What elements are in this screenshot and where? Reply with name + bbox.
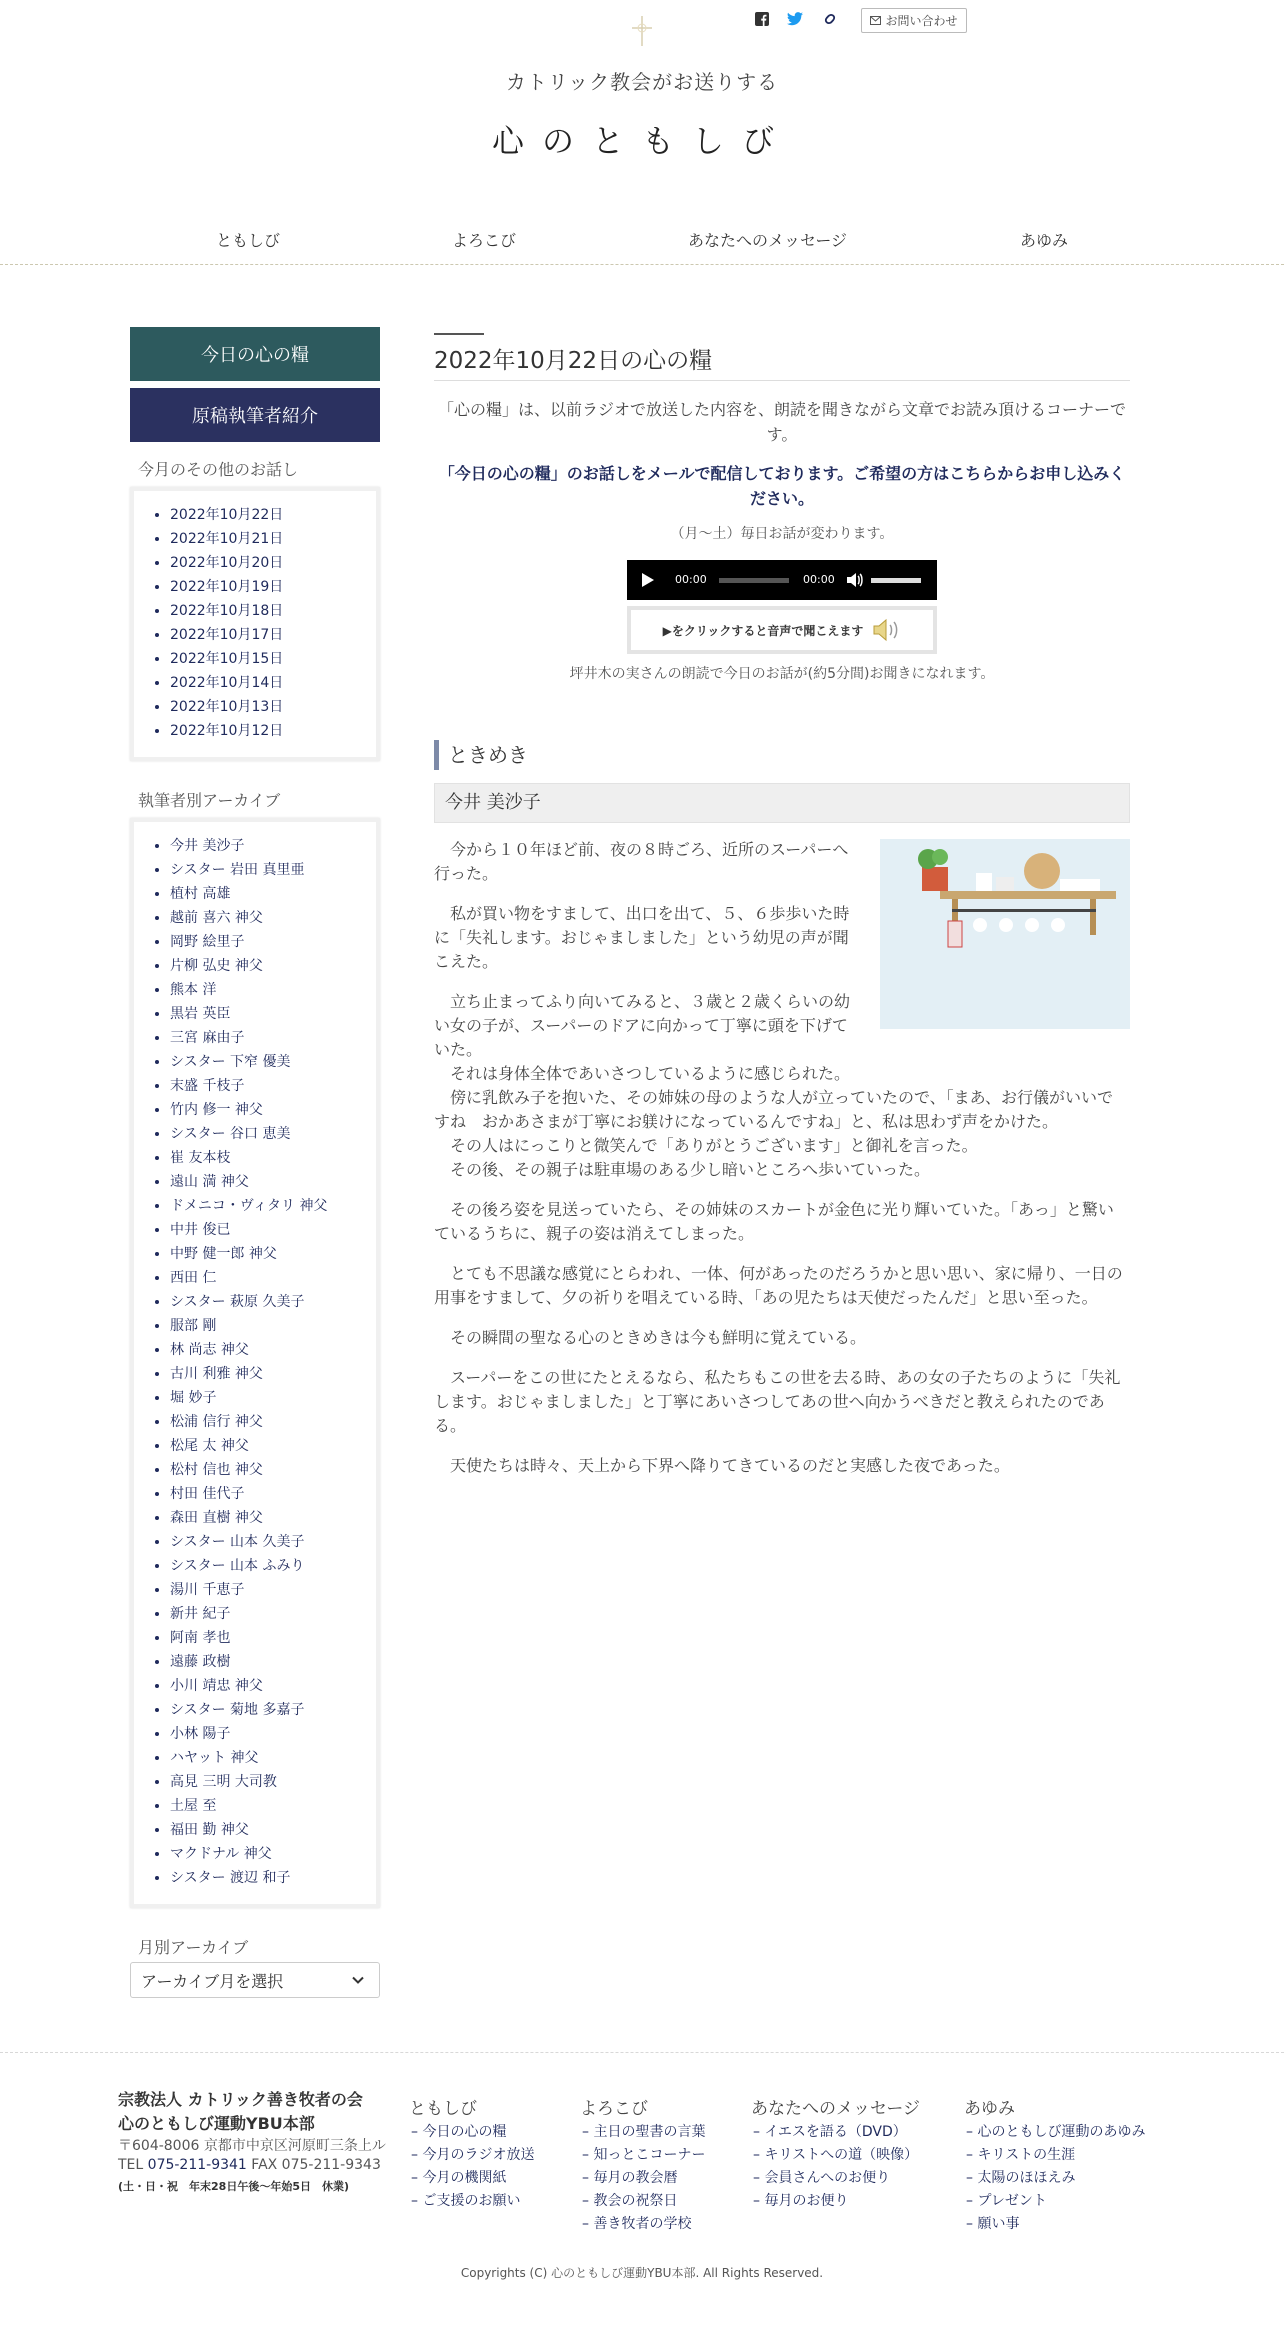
footer-link[interactable]: – 毎月のお便り	[753, 2193, 849, 2209]
author-archive-item[interactable]: • 高見 三明 大司教	[170, 1770, 376, 1794]
title-divider	[434, 380, 1130, 381]
author-archive-item[interactable]: • 松尾 太 神父	[170, 1434, 376, 1458]
story-line: 用事をすまして、夕の祈りを唱えている時、「あの児たちは天使だったんだ」と思い至った。	[434, 1288, 1098, 1307]
other-talks-list	[134, 491, 376, 751]
story-paragraph	[434, 1454, 1010, 1478]
nav-item-ayumi[interactable]: あゆみ	[1020, 231, 1069, 250]
story-line: い女の子が、スーパーのドアに向かって丁寧に頭を下げて	[434, 1016, 848, 1035]
author-archive-item[interactable]: • 松村 信也 神父	[170, 1458, 376, 1482]
author-archive-item[interactable]: • シスター 谷口 恵美	[170, 1122, 376, 1146]
author-archive-item[interactable]: • 福田 勤 神父	[170, 1818, 376, 1842]
story-line: とても不思議な感覚にとらわれ、一体、何があったのだろうかと思い思い、家に帰り、一日の	[434, 1264, 1123, 1283]
author-archive-item[interactable]: • ハヤット 神父	[170, 1746, 376, 1770]
author-archive-box	[130, 818, 380, 1908]
footer-link[interactable]: – 善き牧者の学校	[582, 2216, 692, 2232]
nav-item-message[interactable]: あなたへのメッセージ	[688, 231, 848, 250]
story-line: る。	[434, 1416, 467, 1435]
story-line: に「失礼します。おじゃましました」という幼児の声が聞	[434, 928, 849, 947]
author-archive-list	[134, 822, 376, 1898]
footer-column-title: ともしび	[409, 2099, 477, 2119]
contact-button[interactable]	[861, 8, 967, 33]
story-line: 行った。	[434, 864, 499, 883]
author-archive-item[interactable]: • ドメニコ・ヴィタリ 神父	[170, 1194, 376, 1218]
other-talk-item[interactable]: • 2022年10月22日	[170, 503, 376, 527]
listen-audio-label: ▶をクリックすると音声で聞こえます	[662, 623, 864, 638]
monthly-archive-select[interactable]	[130, 1962, 380, 1998]
nav-item-tomoshibi[interactable]: ともしび	[216, 231, 281, 250]
site-title[interactable]: 心のともしび	[491, 122, 792, 160]
story-paragraph	[434, 1326, 866, 1350]
story-paragraph	[434, 1366, 1120, 1438]
mail-notice	[434, 461, 1130, 511]
author-archive-item[interactable]: • 村田 佳代子	[170, 1482, 376, 1506]
facebook-icon[interactable]	[752, 8, 772, 30]
reader-note: 坪井木の実さんの朗読で今日のお話が(約5分間)お聞きになれます。	[569, 666, 995, 682]
author-archive-item[interactable]: • シスター 岩田 真里亜	[170, 858, 376, 882]
story-line: スーパーをこの世にたとえるなら、私たちもこの世を去る時、あの女の子たちのように「失礼	[434, 1368, 1121, 1387]
footer-org	[118, 2088, 363, 2136]
story-line: それは身体全体であいさつしているように感じられた。	[434, 1064, 851, 1083]
link-icon[interactable]	[818, 8, 842, 30]
author-archive-item[interactable]: • 小川 靖忠 神父	[170, 1674, 376, 1698]
author-archive-item[interactable]: • 末盛 千枝子	[170, 1074, 376, 1098]
mail-notice-text-a: 「今日の心の糧」のお話しをメールで配信しております。ご希望の方は	[438, 464, 950, 483]
footer-link[interactable]: – 毎月の教会暦	[582, 2170, 678, 2186]
footer-tel-label: TEL	[118, 2157, 144, 2173]
story-line: ているうちに、親子の姿は消えてしまった。	[434, 1224, 755, 1243]
site-subtitle: カトリック教会がお送りする	[505, 70, 779, 94]
footer-link[interactable]: – 知っとこコーナー	[582, 2147, 706, 2163]
story-line: 今から１０年ほど前、夜の８時ごろ、近所のスーパーへ	[434, 840, 849, 859]
author-archive-item[interactable]: • マクドナル 神父	[170, 1842, 376, 1866]
volume-icon[interactable]	[845, 571, 863, 589]
author-archive-item[interactable]: • 阿南 孝也	[170, 1626, 376, 1650]
footer-link[interactable]: – 心のともしび運動のあゆみ	[966, 2124, 1146, 2140]
story-paragraph	[434, 990, 1113, 1182]
author-archive-item[interactable]: • 松浦 信行 神父	[170, 1410, 376, 1434]
footer-org-line2: 心のともしび運動YBU本部	[118, 2114, 315, 2133]
header-divider	[0, 264, 1284, 265]
footer-holiday-note: (土・日・祝 年末28日午後〜年始5日 休業)	[118, 2180, 350, 2193]
story-line: 天使たちは時々、天上から下界へ降りてきているのだと実感した夜であった。	[434, 1456, 1010, 1475]
author-archive-item[interactable]: • シスター 下窄 優美	[170, 1050, 376, 1074]
author-archive-item[interactable]: • 堀 妙子	[170, 1386, 376, 1410]
story-line: 立ち止まってふり向いてみると、３歳と２歳くらいの幼	[434, 992, 851, 1011]
footer-link[interactable]: – 今月のラジオ放送	[411, 2147, 535, 2163]
footer-column-title: よろこび	[580, 2099, 648, 2119]
story-line: こえた。	[434, 952, 499, 971]
mail-notice-text-b: からお申し込みください。	[749, 464, 1126, 508]
monthly-archive-select-value: アーカイブ月を選択	[141, 1971, 284, 1991]
footer-link[interactable]: – 会員さんへのお便り	[753, 2170, 891, 2186]
footer-link[interactable]: – 教会の祝祭日	[582, 2193, 678, 2209]
monthly-archive-heading: 月別アーカイブ	[138, 1938, 249, 1957]
play-icon[interactable]	[641, 572, 655, 588]
audio-total-time: 00:00	[803, 573, 835, 586]
chevron-down-icon	[351, 1973, 365, 1987]
author-archive-item[interactable]: • シスター 山本 ふみり	[170, 1554, 376, 1578]
story-paragraph	[434, 838, 848, 886]
page-title: 2022年10月22日の心の糧	[434, 348, 713, 374]
story-paragraph	[434, 1198, 1114, 1246]
audio-current-time: 00:00	[675, 573, 707, 586]
other-talks-box	[130, 487, 380, 761]
author-archive-item[interactable]: • シスター 渡辺 和子	[170, 1866, 376, 1890]
author-archive-item[interactable]: • 黒岩 英臣	[170, 1002, 376, 1026]
speaker-icon	[871, 618, 901, 642]
author-archive-item[interactable]: • 林 尚志 神父	[170, 1338, 376, 1362]
audio-progress-bar[interactable]	[719, 578, 789, 583]
author-archive-item[interactable]: • 熊本 洋	[170, 978, 376, 1002]
author-archive-item[interactable]: • 竹内 修一 神父	[170, 1098, 376, 1122]
twitter-icon[interactable]	[784, 8, 806, 30]
listen-audio-button[interactable]	[627, 606, 937, 654]
footer-tel-link[interactable]: 075-211-9341	[147, 2157, 247, 2173]
mail-icon	[870, 16, 881, 25]
other-talk-item[interactable]: • 2022年10月14日	[170, 671, 376, 695]
footer-link[interactable]: – 主日の聖書の言葉	[582, 2124, 706, 2140]
cross-logo-icon[interactable]	[628, 14, 656, 48]
story-paragraph	[434, 1262, 1123, 1310]
author-archive-item[interactable]: • 中野 健一郎 神父	[170, 1242, 376, 1266]
author-archive-heading: 執筆者別アーカイブ	[138, 791, 281, 810]
today-kokoro-button[interactable]: 今日の心の糧	[130, 327, 380, 381]
story-line: すね おかあさまが丁寧にお躾けになっているんですね」と、私は思わず声をかけた。	[434, 1112, 1059, 1131]
footer-link[interactable]: – 今日の心の糧	[411, 2124, 507, 2140]
author-archive-item[interactable]: • シスター 山本 久美子	[170, 1530, 376, 1554]
mail-signup-link[interactable]: こちら	[949, 464, 998, 483]
title-accent-rule	[434, 333, 484, 335]
footer-link[interactable]: – 今月の機関紙	[411, 2170, 507, 2186]
audio-player	[627, 560, 937, 600]
author-archive-item[interactable]: • 越前 喜六 神父	[170, 906, 376, 930]
site-header	[0, 0, 1284, 265]
story-line: その人はにっこりと微笑んで「ありがとうございます」と御礼を言った。	[434, 1136, 978, 1155]
story-line: いた。	[434, 1040, 483, 1059]
author-archive-item[interactable]: • 古川 利雅 神父	[170, 1362, 376, 1386]
story-line: その後、その親子は駐車場のある少し暗いところへ歩いていった。	[434, 1160, 931, 1179]
author-archive-item[interactable]: • 中井 俊已	[170, 1218, 376, 1242]
schedule-note: （月～土）毎日お話が変わります。	[670, 526, 894, 542]
author-archive-item[interactable]: • 土屋 至	[170, 1794, 376, 1818]
story-paragraph	[434, 902, 849, 974]
contact-label: お問い合わせ	[885, 14, 958, 28]
other-talk-item[interactable]: • 2022年10月12日	[170, 719, 376, 743]
writers-intro-button[interactable]: 原稿執筆者紹介	[130, 388, 380, 442]
footer-column-title: あなたへのメッセージ	[751, 2099, 920, 2119]
story-line: その瞬間の聖なる心のときめきは今も鮮明に覚えている。	[434, 1328, 867, 1347]
story-line: します。おじゃましました」と丁寧にあいさつしてあの世へ向かうべきだと教えられたのであ	[434, 1392, 1105, 1411]
author-archive-item[interactable]: • 植村 高雄	[170, 882, 376, 906]
footer-link[interactable]: – 太陽のほほえみ	[966, 2170, 1076, 2186]
author-archive-item[interactable]: • 岡野 絵里子	[170, 930, 376, 954]
other-talk-item[interactable]: • 2022年10月17日	[170, 623, 376, 647]
footer-link[interactable]: – キリストの生涯	[966, 2147, 1076, 2163]
footer-address: 〒604-8006 京都市中京区河原町三条上ル	[118, 2138, 386, 2154]
author-archive-item[interactable]: • 今井 美沙子	[170, 834, 376, 858]
author-archive-item[interactable]: • 三宮 麻由子	[170, 1026, 376, 1050]
volume-slider[interactable]	[871, 578, 921, 583]
footer-link[interactable]: – イエスを語る（DVD）	[753, 2124, 907, 2140]
author-archive-item[interactable]: • 崔 友本枝	[170, 1146, 376, 1170]
other-talk-item[interactable]: • 2022年10月15日	[170, 647, 376, 671]
author-archive-item[interactable]: • 服部 剛	[170, 1314, 376, 1338]
nav-item-yorokobi[interactable]: よろこび	[452, 231, 517, 250]
author-archive-item[interactable]: • 湯川 千恵子	[170, 1578, 376, 1602]
author-archive-item[interactable]: • シスター 萩原 久美子	[170, 1290, 376, 1314]
intro-text: 「心の糧」は、以前ラジオで放送した内容を、朗読を聞きながら文章でお読み頂けるコーナーです。	[437, 400, 1126, 444]
story-line: 私が買い物をすまして、出口を出て、５、６歩歩いた時	[434, 904, 850, 923]
copyright: Copyrights (C) 心のともしび運動YBU本部. All Rights Reserved.	[460, 2266, 824, 2280]
footer-link[interactable]: – キリストへの道（映像）	[753, 2147, 919, 2163]
author-archive-item[interactable]: • 小林 陽子	[170, 1722, 376, 1746]
footer-org-line1: 宗教法人 カトリック善き牧者の会	[118, 2090, 363, 2109]
footer-column-title: あゆみ	[964, 2099, 1015, 2119]
other-talk-item[interactable]: • 2022年10月18日	[170, 599, 376, 623]
other-talk-item[interactable]: • 2022年10月20日	[170, 551, 376, 575]
footer-divider	[0, 2052, 1284, 2053]
other-talk-item[interactable]: • 2022年10月13日	[170, 695, 376, 719]
main-nav	[0, 220, 1284, 256]
footer-phone	[118, 2157, 381, 2173]
footer-link[interactable]: – プレゼント	[966, 2193, 1047, 2209]
other-talk-item[interactable]: • 2022年10月21日	[170, 527, 376, 551]
story-line: その後ろ姿を見送っていたら、その姉妹のスカートが金色に光り輝いていた。「あっ」と驚い	[434, 1200, 1114, 1219]
author-archive-item[interactable]: • 森田 直樹 神父	[170, 1506, 376, 1530]
other-talks-heading: 今月のその他のお話し	[138, 460, 299, 479]
story-author: 今井 美沙子	[434, 783, 1130, 823]
footer-link[interactable]: – ご支援のお願い	[411, 2193, 521, 2209]
footer-link[interactable]: – 願い事	[966, 2216, 1020, 2232]
author-archive-item[interactable]: • 遠山 満 神父	[170, 1170, 376, 1194]
author-archive-item[interactable]: • 片柳 弘史 神父	[170, 954, 376, 978]
author-archive-item[interactable]: • 西田 仁	[170, 1266, 376, 1290]
footer-fax: FAX 075-211-9343	[251, 2157, 381, 2173]
other-talk-item[interactable]: • 2022年10月19日	[170, 575, 376, 599]
author-archive-item[interactable]: • シスター 菊地 多嘉子	[170, 1698, 376, 1722]
author-archive-item[interactable]: • 遠藤 政樹	[170, 1650, 376, 1674]
author-archive-item[interactable]: • 新井 紀子	[170, 1602, 376, 1626]
story-line: 傍に乳飲み子を抱いた、その姉妹の母のような人が立っていたので、「まあ、お行儀がいいで	[434, 1088, 1114, 1107]
story-title: ときめき	[434, 740, 528, 770]
